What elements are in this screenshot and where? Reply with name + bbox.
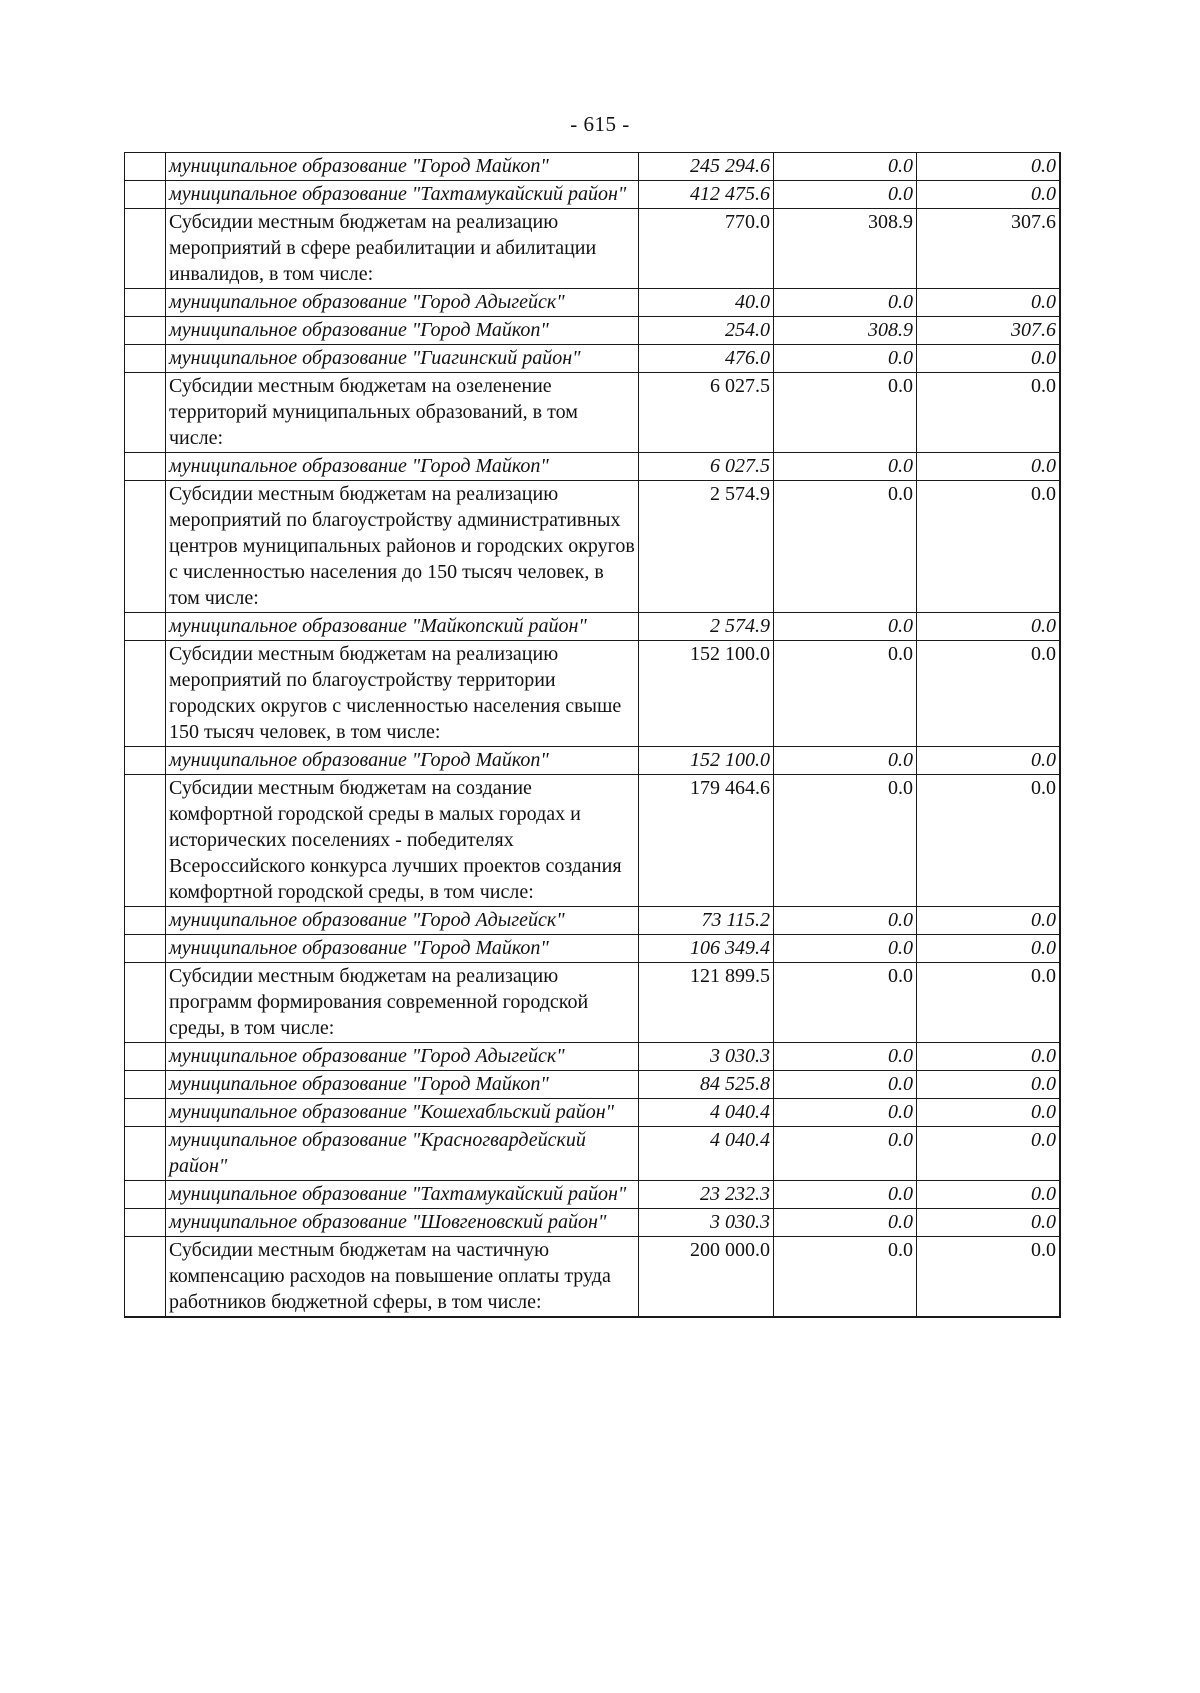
row-index-cell (125, 1209, 166, 1237)
row-value-2-cell: 0.0 (774, 613, 917, 641)
row-value-3-cell: 0.0 (917, 907, 1061, 935)
row-value-1-cell: 245 294.6 (639, 153, 774, 181)
row-value-1-cell: 4 040.4 (639, 1099, 774, 1127)
row-value-1-cell: 3 030.3 (639, 1209, 774, 1237)
table-row-subsidy (125, 641, 1061, 747)
row-value-2-cell: 0.0 (774, 1127, 917, 1181)
row-value-1-cell: 84 525.8 (639, 1071, 774, 1099)
row-name-cell: Субсидии местным бюджетам на реализацию мероприятий в сфере реабилитации и абилитации инвалидов, в том числе: (166, 209, 639, 289)
row-value-1-cell: 6 027.5 (639, 453, 774, 481)
row-name-cell: муниципальное образование "Город Адыгейск" (166, 1043, 639, 1071)
row-value-3-cell: 0.0 (917, 289, 1061, 317)
row-value-2-cell: 0.0 (774, 153, 917, 181)
row-name-cell: муниципальное образование "Город Майкоп" (166, 453, 639, 481)
row-name-cell: муниципальное образование "Город Майкоп" (166, 1071, 639, 1099)
row-value-3-cell: 0.0 (917, 963, 1061, 1043)
row-value-1-cell: 412 475.6 (639, 181, 774, 209)
row-value-3-cell: 0.0 (917, 453, 1061, 481)
table-row-municipality (125, 453, 1061, 481)
table-row-municipality (125, 345, 1061, 373)
table-row-subsidy (125, 775, 1061, 907)
row-index-cell (125, 1237, 166, 1318)
row-value-2-cell: 0.0 (774, 289, 917, 317)
row-value-1-cell: 152 100.0 (639, 641, 774, 747)
row-value-1-cell: 106 349.4 (639, 935, 774, 963)
row-value-1-cell: 6 027.5 (639, 373, 774, 453)
row-value-1-cell: 152 100.0 (639, 747, 774, 775)
table-row-municipality (125, 907, 1061, 935)
table-row-municipality (125, 1209, 1061, 1237)
row-index-cell (125, 641, 166, 747)
row-index-cell (125, 935, 166, 963)
row-value-2-cell: 0.0 (774, 1099, 917, 1127)
row-value-2-cell: 0.0 (774, 1181, 917, 1209)
table-row-municipality (125, 1127, 1061, 1181)
row-name-cell: муниципальное образование "Город Майкоп" (166, 153, 639, 181)
row-value-2-cell: 0.0 (774, 1043, 917, 1071)
row-index-cell (125, 1181, 166, 1209)
row-value-1-cell: 73 115.2 (639, 907, 774, 935)
row-value-2-cell: 0.0 (774, 935, 917, 963)
row-name-cell: муниципальное образование "Город Майкоп" (166, 935, 639, 963)
row-index-cell (125, 747, 166, 775)
row-value-1-cell: 254.0 (639, 317, 774, 345)
row-value-3-cell: 307.6 (917, 317, 1061, 345)
table-row-municipality (125, 181, 1061, 209)
row-value-2-cell: 0.0 (774, 481, 917, 613)
row-index-cell (125, 209, 166, 289)
row-value-2-cell: 0.0 (774, 963, 917, 1043)
row-name-cell: Субсидии местным бюджетам на озеленение территорий муниципальных образований, в том числе: (166, 373, 639, 453)
table-row-subsidy (125, 373, 1061, 453)
table-row-subsidy (125, 1237, 1061, 1318)
table-row-municipality (125, 1071, 1061, 1099)
row-value-3-cell: 0.0 (917, 613, 1061, 641)
row-value-2-cell: 308.9 (774, 209, 917, 289)
row-value-1-cell: 476.0 (639, 345, 774, 373)
table-row-municipality (125, 935, 1061, 963)
row-name-cell: муниципальное образование "Шовгеновский район" (166, 1209, 639, 1237)
row-value-2-cell: 0.0 (774, 1237, 917, 1318)
table-row-subsidy (125, 481, 1061, 613)
row-value-2-cell: 0.0 (774, 373, 917, 453)
row-index-cell (125, 481, 166, 613)
row-index-cell (125, 317, 166, 345)
row-index-cell (125, 345, 166, 373)
row-name-cell: муниципальное образование "Кошехабльский район" (166, 1099, 639, 1127)
row-value-2-cell: 0.0 (774, 181, 917, 209)
row-index-cell (125, 907, 166, 935)
table-row-municipality (125, 747, 1061, 775)
row-name-cell: муниципальное образование "Гиагинский район" (166, 345, 639, 373)
row-value-3-cell: 307.6 (917, 209, 1061, 289)
row-value-3-cell: 0.0 (917, 641, 1061, 747)
table-row-municipality (125, 1099, 1061, 1127)
row-name-cell: Субсидии местным бюджетам на частичную компенсацию расходов на повышение оплаты труда работников бюджетной сферы, в том числе: (166, 1237, 639, 1318)
row-value-2-cell: 0.0 (774, 1071, 917, 1099)
budget-table-body (125, 153, 1061, 1318)
row-value-1-cell: 179 464.6 (639, 775, 774, 907)
row-value-2-cell: 0.0 (774, 641, 917, 747)
table-row-municipality (125, 153, 1061, 181)
table-row-subsidy (125, 209, 1061, 289)
page-number: - 615 - (570, 112, 630, 136)
row-value-1-cell: 770.0 (639, 209, 774, 289)
row-value-1-cell: 2 574.9 (639, 481, 774, 613)
table-row-municipality (125, 317, 1061, 345)
row-index-cell (125, 963, 166, 1043)
row-value-2-cell: 0.0 (774, 907, 917, 935)
row-index-cell (125, 1099, 166, 1127)
row-value-1-cell: 23 232.3 (639, 1181, 774, 1209)
row-value-1-cell: 4 040.4 (639, 1127, 774, 1181)
row-value-3-cell: 0.0 (917, 481, 1061, 613)
row-value-3-cell: 0.0 (917, 153, 1061, 181)
row-name-cell: муниципальное образование "Тахтамукайский район" (166, 181, 639, 209)
row-value-3-cell: 0.0 (917, 1209, 1061, 1237)
row-index-cell (125, 1071, 166, 1099)
row-value-3-cell: 0.0 (917, 1237, 1061, 1318)
table-row-municipality (125, 613, 1061, 641)
row-value-3-cell: 0.0 (917, 1181, 1061, 1209)
row-value-3-cell: 0.0 (917, 181, 1061, 209)
row-name-cell: Субсидии местным бюджетам на реализацию мероприятий по благоустройству административных центров муниципальных районов и городских округов с численностью населения до 150 тысяч человек, в том числе: (166, 481, 639, 613)
row-value-1-cell: 2 574.9 (639, 613, 774, 641)
row-index-cell (125, 1043, 166, 1071)
row-index-cell (125, 153, 166, 181)
table-row-municipality (125, 1043, 1061, 1071)
row-value-2-cell: 0.0 (774, 453, 917, 481)
row-value-2-cell: 308.9 (774, 317, 917, 345)
row-value-3-cell: 0.0 (917, 1099, 1061, 1127)
row-name-cell: муниципальное образование "Тахтамукайский район" (166, 1181, 639, 1209)
row-name-cell: муниципальное образование "Город Майкоп" (166, 317, 639, 345)
row-name-cell: Субсидии местным бюджетам на реализацию программ формирования современной городской среды, в том числе: (166, 963, 639, 1043)
row-value-3-cell: 0.0 (917, 1043, 1061, 1071)
row-name-cell: муниципальное образование "Город Майкоп" (166, 747, 639, 775)
row-name-cell: Субсидии местным бюджетам на создание комфортной городской среды в малых городах и исторических поселениях - победителях Всероссийского конкурса лучших проектов создания комфортной городской среды, в том числе: (166, 775, 639, 907)
row-name-cell: Субсидии местным бюджетам на реализацию мероприятий по благоустройству территории городских округов с численностью населения свыше 150 тысяч человек, в том числе: (166, 641, 639, 747)
budget-table (124, 152, 1061, 1318)
row-name-cell: муниципальное образование "Красногвардейский район" (166, 1127, 639, 1181)
row-value-3-cell: 0.0 (917, 747, 1061, 775)
table-row-municipality (125, 289, 1061, 317)
row-index-cell (125, 775, 166, 907)
row-value-3-cell: 0.0 (917, 345, 1061, 373)
row-value-3-cell: 0.0 (917, 1071, 1061, 1099)
row-value-3-cell: 0.0 (917, 775, 1061, 907)
row-value-3-cell: 0.0 (917, 1127, 1061, 1181)
table-row-municipality (125, 1181, 1061, 1209)
row-name-cell: муниципальное образование "Город Адыгейск" (166, 289, 639, 317)
row-value-3-cell: 0.0 (917, 373, 1061, 453)
row-value-2-cell: 0.0 (774, 747, 917, 775)
row-index-cell (125, 373, 166, 453)
row-value-1-cell: 40.0 (639, 289, 774, 317)
row-index-cell (125, 181, 166, 209)
row-value-1-cell: 121 899.5 (639, 963, 774, 1043)
row-value-2-cell: 0.0 (774, 775, 917, 907)
row-value-2-cell: 0.0 (774, 345, 917, 373)
row-value-1-cell: 3 030.3 (639, 1043, 774, 1071)
row-value-2-cell: 0.0 (774, 1209, 917, 1237)
row-name-cell: муниципальное образование "Майкопский район" (166, 613, 639, 641)
row-index-cell (125, 613, 166, 641)
row-index-cell (125, 453, 166, 481)
table-row-subsidy (125, 963, 1061, 1043)
row-value-1-cell: 200 000.0 (639, 1237, 774, 1318)
row-value-3-cell: 0.0 (917, 935, 1061, 963)
row-index-cell (125, 289, 166, 317)
row-name-cell: муниципальное образование "Город Адыгейск" (166, 907, 639, 935)
row-index-cell (125, 1127, 166, 1181)
